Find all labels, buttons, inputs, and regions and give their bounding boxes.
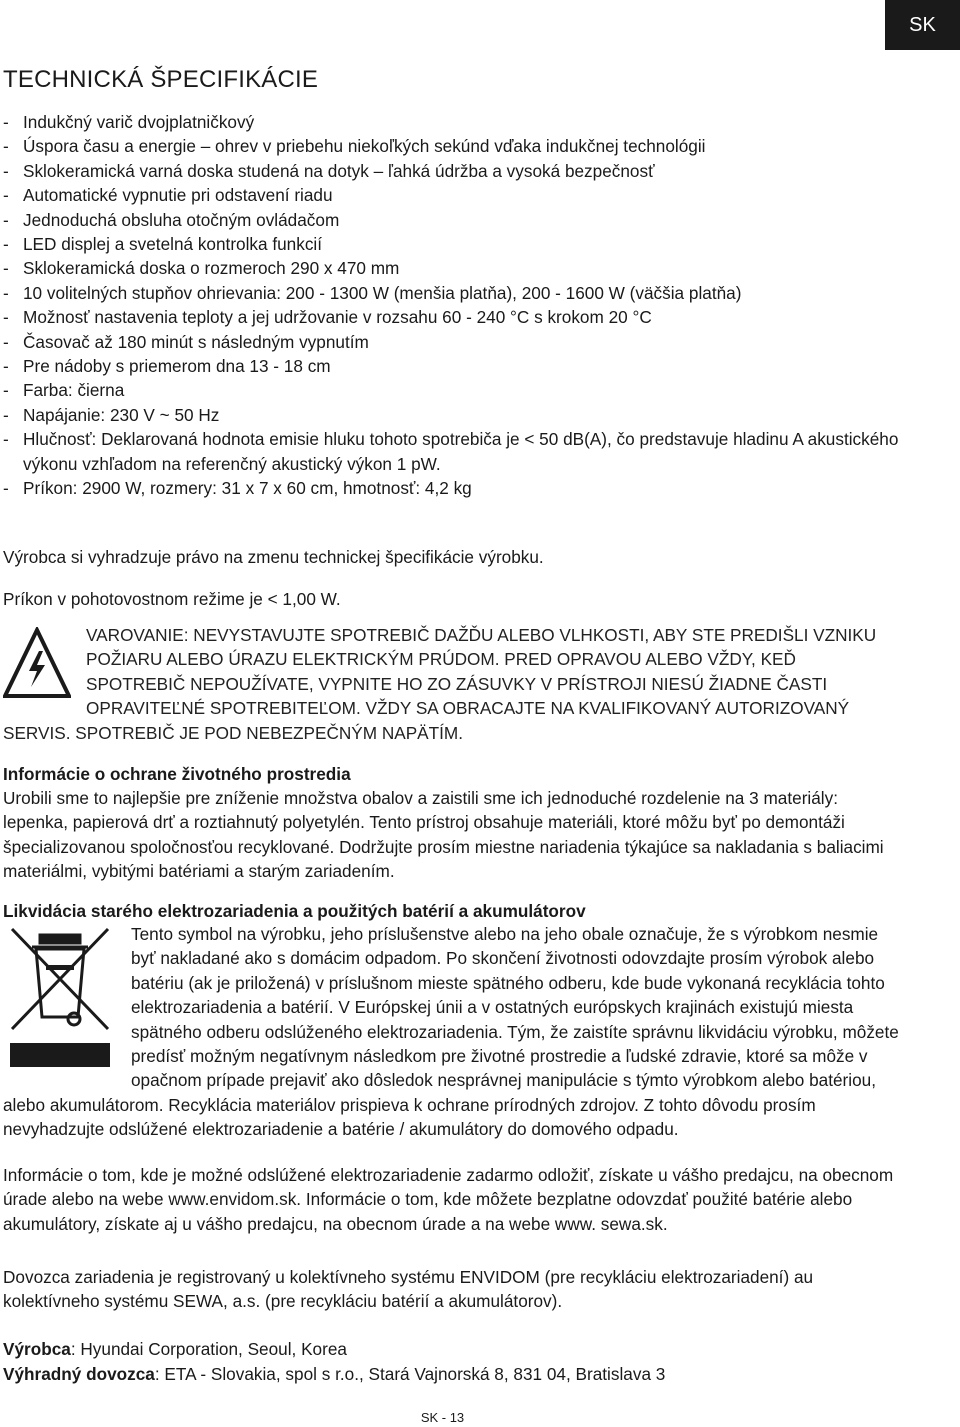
spec-item: - Farba: čierna bbox=[3, 378, 903, 402]
spec-item: - Úspora času a energie – ohrev v priebehu niekoľkých sekúnd vďaka indukčnej technológii bbox=[3, 134, 903, 158]
spec-item: - Sklokeramická doska o rozmeroch 290 x 470 mm bbox=[3, 256, 903, 280]
spec-item: - LED displej a svetelná kontrolka funkcií bbox=[3, 232, 903, 256]
disposal-text: Tento symbol na výrobku, jeho príslušenstve alebo na jeho obale označuje, že s výrobkom nesmie byť nakladané ako s domácim odpadom. Po skončení životnosti odovzdajte prosím výrobok alebo batériu (ak je priložená) v príslušnom mieste spätného odberu, kde bude vykonaná recyklácia tohto elektrozariadenia a batérií. V Európskej únii a v ostatných európskych krajinách existujú miesta spätného odberu odslúženého elektrozariadenia. Tým, že zaistíte správnu likvidáciu výrobku, môžete predísť možným negatívnym následkom pre životné prostredie a ľudské zdravie, ktoré sa môže v opačnom prípade prejaviť ako dôsledok nesprávnej manipulácie s týmto výrobkom alebo batériou, alebo akumulátorom. Recyklácia materiálov prispieva k ochrane prírodných zdrojov. Z tohto dôvodu prosím nevyhadzujte odslúžené elektrozariadenie a batérie / akumulátory do domového odpadu. bbox=[3, 924, 899, 1140]
page-title: TECHNICKÁ ŠPECIFIKÁCIE bbox=[3, 66, 319, 93]
page-number: SK - 13 bbox=[420, 1410, 465, 1425]
standby-note: Príkon v pohotovostnom režime je < 1,00 W. bbox=[3, 589, 341, 609]
spec-list bbox=[3, 110, 903, 501]
disposal-heading: Likvidácia starého elektrozariadenia a použitých batérií a akumulátorov bbox=[3, 901, 586, 921]
spec-item: - Časovač až 180 minút s následným vypnutím bbox=[3, 330, 903, 354]
spec-item: - 10 volitelných stupňov ohrievania: 200 - 1300 W (menšia platňa), 200 - 1600 W (väčšia platňa) bbox=[3, 281, 903, 305]
spec-item: - Jednoduchá obsluha otočným ovládačom bbox=[3, 208, 903, 232]
spec-item: - Automatické vypnutie pri odstavení riadu bbox=[3, 183, 903, 207]
spec-item: - Príkon: 2900 W, rozmery: 31 x 7 x 60 cm, hmotnosť: 4,2 kg bbox=[3, 476, 903, 500]
environment-heading: Informácie o ochrane životného prostredia bbox=[3, 764, 351, 784]
spec-item: - Napájanie: 230 V ~ 50 Hz bbox=[3, 403, 903, 427]
language-badge: SK bbox=[885, 0, 960, 50]
spec-item: - Možnosť nastavenia teploty a jej udržovanie v rozsahu 60 - 240 °C s krokom 20 °C bbox=[3, 305, 903, 329]
warning-text: VAROVANIE: NEVYSTAVUJTE SPOTREBIČ DAŽĎU ALEBO VLHKOSTI, ABY STE PREDIŠLI VZNIKU POŽIARU ALEBO ÚRAZU ELEKTRICKÝM PRÚDOM. PRED OPRAVOU ALEBO VŽDY, KEĎ SPOTREBIČ NEPOUŽÍVATE, VYPNITE HO ZO ZÁSUVKY V PRÍSTROJI NIESÚ ŽIADNE ČASTI OPRAVITEĽNÉ SPOTREBITEĽOM. VŽDY SA OBRACAJTE NA KVALIFIKOVANÝ AUTORIZOVANÝ SERVIS. SPOTREBIČ JE POD NEBEZPEČNÝM NAPÄTÍM. bbox=[3, 625, 877, 743]
spec-item: - Sklokeramická varná doska studená na dotyk – ľahká údržba a vysoká bezpečnosť bbox=[3, 159, 903, 183]
spec-item: - Pre nádoby s priemerom dna 13 - 18 cm bbox=[3, 354, 903, 378]
disposal-info-text: Informácie o tom, kde je možné odslúžené elektrozariadenie zadarmo odložiť, získate u vášho predajcu, na obecnom úrade alebo na webe www.envidom.sk. Informácie o tom, kde môžete bezplatne odovzdať použité batérie alebo akumulátory, získate aj u vášho predajcu, na obecnom úrade a na webe www. sewa.sk. bbox=[3, 1165, 894, 1234]
importer-line: Výhradný dovozca: ETA - Slovakia, spol s r.o., Stará Vajnorská 8, 831 04, Bratislava 3 bbox=[3, 1364, 666, 1384]
manufacturer-right-note: Výrobca si vyhradzuje právo na zmenu technickej špecifikácie výrobku. bbox=[3, 547, 544, 567]
manufacturer-line: Výrobca: Hyundai Corporation, Seoul, Korea bbox=[3, 1339, 347, 1359]
spec-item: - Indukčný varič dvojplatničkový bbox=[3, 110, 903, 134]
importer-registration-text: Dovozca zariadenia je registrovaný u kolektívneho systému ENVIDOM (pre recykláciu elektrozariadení) au kolektívneho systému SEWA, a.s. (pre recykláciu batérií a akumulátorov). bbox=[3, 1267, 814, 1312]
environment-text: Urobili sme to najlepšie pre zníženie množstva obalov a zaistili sme ich jednoduché rozdelenie na 3 materiály: lepenka, papierová drť a roztiahnutý polyetylén. Tento prístroj obsahuje materiáli, ktoré môžu byť po demontáži špecializovanou spoločnosťou recyklované. Dodržujte prosím miestne nariadenia týkajúce sa nakladania s baliacimi materiálmi, vybitými batériami a starým zariadením. bbox=[3, 788, 884, 882]
spec-item: - Hlučnosť: Deklarovaná hodnota emisie hluku tohoto spotrebiča je < 50 dB(A), čo predstavuje hladinu A akustického výkonu vzhľadom na referenčný akustický výkon 1 pW. bbox=[3, 427, 903, 476]
